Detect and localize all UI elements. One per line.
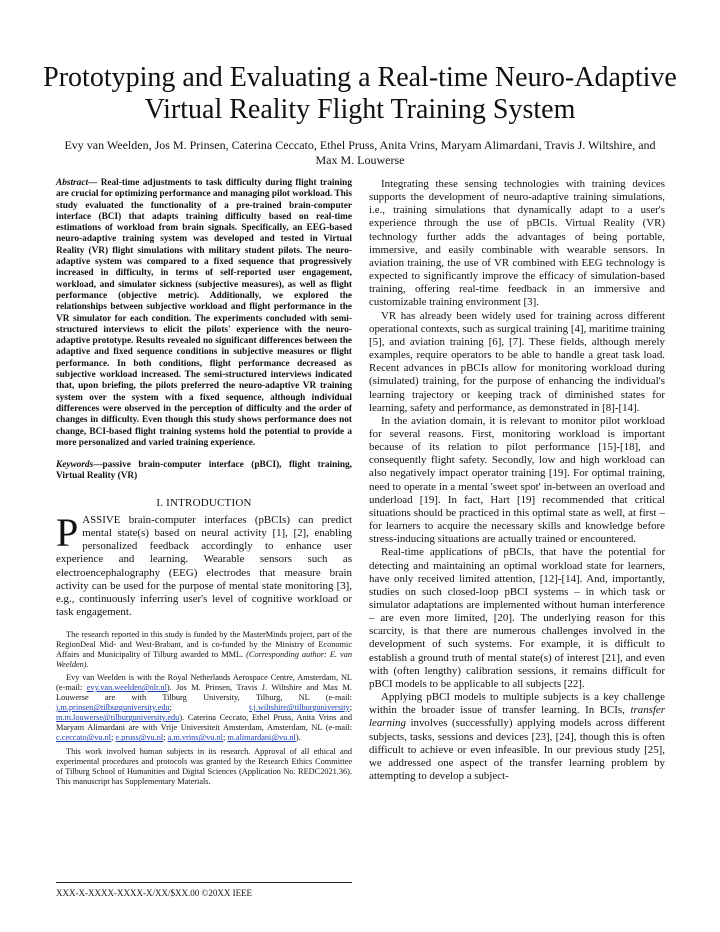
affiliation-text: Evy van Weelden is with the Royal Netherlands Aerospace Centre, Amsterdam, NL (e-mail: — [56, 672, 352, 692]
left-column — [56, 178, 352, 787]
body-text: Applying pBCI models to multiple subjects is a key challenge within the broader issue of transfer learning. In BCIs, — [369, 691, 665, 717]
body-paragraph: VR has already been widely used for training across different operational contexts, such as surgical training [4], maritime training [5], and aviation training [6], [7]. These fields, although merely examples, require operators to be able to handle a great task load. Recent advances in pBCIs allow for monitoring workload during (simulated) training, for the purpose of enhancing the individual's learning trajectory or keeping track of diminished states for learning, safety and performance, as demonstrated in [8]-[14]. — [369, 309, 665, 414]
section-heading-introduction: I. INTRODUCTION — [156, 496, 252, 509]
email-link[interactable]: t.j.wiltshire@tilburguniversity — [249, 703, 350, 713]
keywords-lead: Keywords — [56, 460, 94, 471]
email-link[interactable]: c.ceccato@vu.nl — [56, 733, 112, 743]
abstract-text: Real-time adjustments to task difficulty during flight training are crucial for optimizing performance and managing pilot workload. This study evaluated the functionality of a pre-trained brain-computer interface (BCI) that adapts training difficulty based on real-time estimations of workload from brain signals. Specifically, an EEG-based neuro-adaptive training system was developed and tested in Virtual Reality (VR) flight simulations with military student pilots. The neuro-adaptive system was compared to a fixed sequence that progressively increased in difficulty, in terms of self-reported user engagement, workload, and simulator sickness (subjective measures), as well as flight performance (objective metric). Additionally, we explored the relationships between subjective workload and flight performance in the VR simulator for each condition. The experiments concluded with semi-structured interviews to elicit the pilots' experience with the neuro-adaptive prototype. Results revealed no significant differences between the adaptive and fixed sequence conditions in subjective measures or flight performance. In both conditions, flight performance decreased as subjective workload increased. The semi-structured interviews indicated that, upon briefing, the pilots preferred the neuro-adaptive VR training system over the system with a fixed sequence, although individual differences were observed in the perception of difficulty and the order of changes in difficulty. Even though this study shows performance does not change, BCI-based flight training systems hold the potential to provide a more personalized and varied training experience. — [56, 178, 352, 448]
abstract — [56, 178, 352, 449]
corresponding-author: (Corresponding author: E. van Weelden). — [56, 649, 353, 669]
email-link[interactable]: m.alimardani@vu.nl — [227, 733, 296, 743]
right-column — [369, 178, 665, 783]
body-paragraph: Real-time applications of pBCIs, that have the potential for detecting and maintaining an optimal workload state for learners, have only received limited attention, [12]-[14]. And, importantly, studies on such closed-loop pBCI systems – in which task or simulator adaptations are implemented without human interference – are even more limited, [20]. The underlying reason for this scarcity, is that there are numerous challenges involved in the development of such systems. For example, it is difficult to establish a ground truth of mental state(s) of interest [21], and even with (often lengthy) calibration sessions, it remains difficult for pBCI models to be applicable to all subjects [22]. — [369, 546, 665, 690]
separator: ; — [111, 733, 116, 743]
introduction-paragraph — [56, 509, 352, 620]
emphasis-term: transfer learning — [369, 704, 665, 730]
introduction-text: ASSIVE brain-computer interfaces (pBCIs) can predict mental state(s) based on neural activity [1], [2], enabling personalized feedback accordingly to enhance user experience and learning. Wearable sensors such as electroencephalography (EEG) electrodes that measure brain activity can be used for the purpose of mental state monitoring [3], e.g., continuously inferring user's level of cognitive workload or task engagement. — [56, 513, 352, 619]
footnote-funding — [56, 630, 352, 670]
affiliation-text: ). Jos M. Prinsen, Travis J. Wiltshire and Max M. Louwerse are with Tilburg University, Tilburg, NL (e-mail: — [56, 682, 352, 703]
separator: ; — [169, 703, 250, 713]
paper-title: Prototyping and Evaluating a Real-time Neuro-Adaptive Virtual Reality Flight Training System — [43, 62, 677, 125]
keywords-text: —passive brain-computer interface (pBCI), flight training, Virtual Reality (VR) — [56, 460, 352, 482]
footer-rule — [56, 882, 352, 883]
affiliation-text: ). Caterina Ceccato, Ethel Pruss, Anita Vrins and Maryam Alimardani are with Vrije Universiteit Amsterdam, Amsterdam, NL (e-mail: — [56, 713, 352, 733]
email-link[interactable]: m.m.louwerse@tilburguniversity.edu — [56, 713, 180, 723]
keywords — [56, 460, 352, 483]
body-paragraph: Integrating these sensing technologies with training devices supports the development of neuro-adaptive training simulations, i.e., training simulations that dynamically adapt to a user's experience through the use of pBCIs. Virtual Reality (VR) technology further adds the advantages of being portable, immersive, and easily combinable with wearable sensors. In aviation training, the use of VR combined with EEG technology is expected to significantly improve the efficacy of simulation-based training, offering real-time feedback in an immersive and customizable training environment [3]. — [369, 178, 665, 309]
separator: ; — [222, 733, 228, 743]
body-paragraph: In the aviation domain, it is relevant to monitor pilot workload for several reasons. First, monitoring workload is important because of its relation to pilot performance [15]-[18], and consequently flight safety. Secondly, low and high workload can also negatively impact operator training [19]. For optimal training, need to operate in a mental 'sweet spot' in-between an overload and underload [19]. In fact, Hart [19] recommended that critical situations should be practiced in this optimal state as well, at first – for learners to acquire the necessary skills and knowledge before stress-inducing situations are actually trained or encountered. — [369, 414, 665, 546]
affiliation-text: ). — [295, 733, 301, 743]
drop-cap: P — [56, 509, 79, 555]
separator: ; — [349, 703, 352, 713]
email-link[interactable]: a.m.vrins@vu.nl — [167, 733, 223, 743]
email-link[interactable]: evy.van.weelden@nlr.nl — [86, 682, 167, 692]
body-paragraph — [369, 691, 665, 783]
copyright-notice: XXX-X-XXXX-XXXX-X/XX/$XX.00 ©20XX IEEE — [56, 888, 253, 898]
body-text: involves (successfully) applying models across different subjects, tasks, sessions and devices [23], [24], though this is often difficult to achieve or even infeasible. In our previous study [25], we addressed one aspect of the transfer learning problem by attempting to develop a subject- — [369, 717, 665, 783]
footnote-funding-text: The research reported in this study is funded by the MasterMinds project, part of the RegionDeal Mid- and West-Brabant, and is co-funded by the Ministry of Economic Affairs and Municipality of Tilburg awarded to MML. — [56, 629, 352, 659]
email-link[interactable]: j.m.prinsen@tilburguniversity.edu — [56, 703, 170, 713]
footnote-ethics: This work involved human subjects in its research. Approval of all ethical and experimental procedures and protocols was granted by the Research Ethics Committee of Tilburg School of Humanities and Digital Sciences (Application No. REDC2021.36). This manuscript has Supplementary Materials. — [56, 746, 352, 786]
author-list: Evy van Weelden, Jos M. Prinsen, Caterina Ceccato, Ethel Pruss, Anita Vrins, Maryam Alimardani, Travis J. Wiltshire, and Max M. Louwerse — [64, 138, 656, 167]
abstract-lead: Abstract— — [56, 178, 98, 188]
footnote-divider — [56, 626, 352, 628]
email-link[interactable]: e.pruss@vu.nl — [115, 733, 164, 743]
footnote-affiliations — [56, 673, 352, 744]
separator: ; — [163, 733, 168, 743]
